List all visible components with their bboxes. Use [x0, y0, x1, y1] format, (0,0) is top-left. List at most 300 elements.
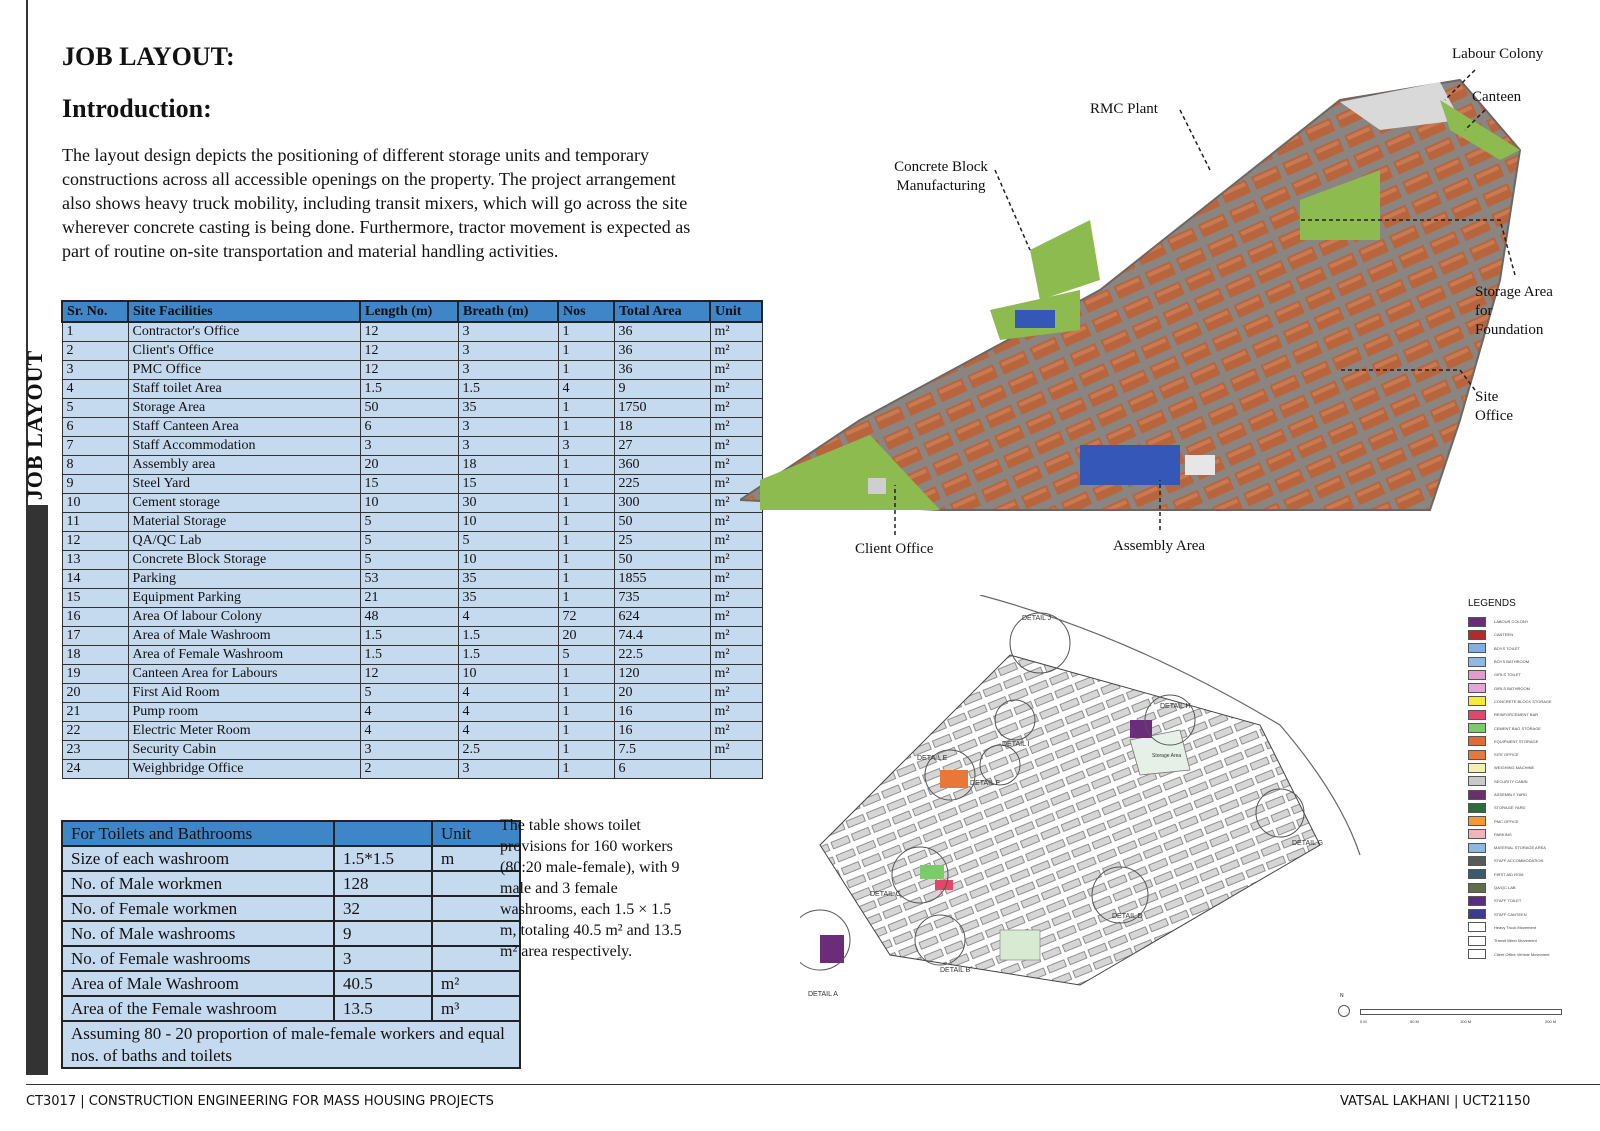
table-cell: 1.5 [360, 646, 458, 665]
legend-item [1468, 695, 1588, 708]
table-cell: 1 [558, 532, 614, 551]
table-cell: 1 [558, 703, 614, 722]
table-cell: 735 [614, 589, 710, 608]
table-cell: 3 [360, 741, 458, 760]
table-row [62, 846, 520, 871]
table-cell: 74.4 [614, 627, 710, 646]
table-cell: 1 [558, 760, 614, 779]
facilities-header-cell: Sr. No. [62, 301, 128, 322]
table-cell: Security Cabin [128, 741, 360, 760]
table-cell: 12 [360, 665, 458, 684]
table-row [62, 418, 762, 437]
legend-item [1468, 748, 1588, 761]
table-row [62, 437, 762, 456]
detail-label: DETAIL D [1112, 913, 1143, 920]
table-cell: 19 [62, 665, 128, 684]
legend-swatch [1468, 856, 1486, 866]
legend-label: STAFF ACCOMMODATION [1494, 858, 1544, 864]
table-cell: 22.5 [614, 646, 710, 665]
table-cell [710, 760, 762, 779]
table-cell: 360 [614, 456, 710, 475]
legend-swatch [1468, 790, 1486, 800]
table-cell: 50 [614, 513, 710, 532]
table-cell: m² [710, 665, 762, 684]
table-cell: 17 [62, 627, 128, 646]
legend-label: FIRST AID ROM [1494, 871, 1524, 877]
label-assembly-area: Assembly Area [1113, 538, 1206, 554]
table-cell: 24 [62, 760, 128, 779]
legend-swatch [1468, 949, 1486, 959]
table-cell: 6 [360, 418, 458, 437]
table-cell: 10 [360, 494, 458, 513]
table-cell: 1 [558, 456, 614, 475]
table-cell: 2 [360, 760, 458, 779]
table-cell: 1 [558, 551, 614, 570]
table-row [62, 760, 762, 779]
table-cell: 9 [614, 380, 710, 399]
table-row [62, 646, 762, 665]
toilets-table [61, 820, 521, 1069]
table-row [62, 342, 762, 361]
table-row [62, 722, 762, 741]
table-cell: 50 [614, 551, 710, 570]
table-cell: 1 [62, 322, 128, 342]
table-cell: 10 [458, 551, 558, 570]
table-cell: m² [710, 551, 762, 570]
table-cell: m² [710, 532, 762, 551]
table-cell: 1 [558, 418, 614, 437]
table-cell: 1 [558, 684, 614, 703]
table-cell: 15 [458, 475, 558, 494]
table-cell: 4 [62, 380, 128, 399]
legend-item [1468, 628, 1588, 641]
label-client-office: Client Office [855, 541, 934, 557]
table-cell: 23 [62, 741, 128, 760]
side-label-text: JOB LAYOUT [22, 349, 47, 501]
table-cell: 53 [360, 570, 458, 589]
table-cell: Material Storage [128, 513, 360, 532]
table-cell: 48 [360, 608, 458, 627]
table-cell: Steel Yard [128, 475, 360, 494]
detail-label: DETAIL C [870, 891, 901, 898]
table-cell: 12 [360, 361, 458, 380]
table-cell: 10 [62, 494, 128, 513]
legend-swatch [1468, 909, 1486, 919]
table-cell: 1 [558, 570, 614, 589]
table-cell: 3 [360, 437, 458, 456]
table-cell: m² [710, 418, 762, 437]
detail-label: DETAIL I [1002, 741, 1030, 748]
detail-label: DETAIL G [1292, 840, 1324, 847]
facilities-header-cell: Nos [558, 301, 614, 322]
table-cell: m² [710, 513, 762, 532]
table-cell: 1 [558, 475, 614, 494]
table-cell: Area of Female Washroom [128, 646, 360, 665]
legend-swatch [1468, 776, 1486, 786]
legend-swatch [1468, 803, 1486, 813]
table-cell: Size of each washroom [62, 846, 334, 871]
toilets-header-cell [334, 821, 432, 846]
table-cell: 1 [558, 322, 614, 342]
table-cell: 1 [558, 741, 614, 760]
table-cell: 128 [334, 871, 432, 896]
toilets-header-cell: For Toilets and Bathrooms [62, 821, 334, 846]
table-row [62, 551, 762, 570]
table-row [62, 921, 520, 946]
table-cell: Area of Male Washroom [128, 627, 360, 646]
table-row [62, 322, 762, 342]
table-cell: 35 [458, 589, 558, 608]
legend-item [1468, 934, 1588, 947]
legend-swatch [1468, 883, 1486, 893]
table-cell: m [432, 846, 520, 871]
toilets-assumption-note: Assuming 80 - 20 proportion of male-female workers and equal nos. of baths and toilets [62, 1021, 520, 1068]
legend-item [1468, 775, 1588, 788]
table-cell: QA/QC Lab [128, 532, 360, 551]
table-cell: 27 [614, 437, 710, 456]
legend-swatch [1468, 829, 1486, 839]
table-cell: 12 [62, 532, 128, 551]
table-cell: No. of Male workmen [62, 871, 334, 896]
table-cell: 35 [458, 570, 558, 589]
table-cell: Area Of labour Colony [128, 608, 360, 627]
legend-item [1468, 735, 1588, 748]
table-cell: m² [710, 608, 762, 627]
table-cell: 40.5 [334, 971, 432, 996]
legend-label: BOYS BATHROOM [1494, 659, 1530, 665]
table-cell: 5 [360, 532, 458, 551]
legend-label: CEMENT BAG STORAGE [1494, 725, 1541, 731]
table-cell: 72 [558, 608, 614, 627]
detail-label: DETAIL J [1022, 615, 1052, 622]
legend-label: SITE OFFICE [1494, 752, 1519, 758]
legend-swatch [1468, 683, 1486, 693]
table-cell: 10 [458, 665, 558, 684]
table-cell: 36 [614, 342, 710, 361]
table-cell: 20 [558, 627, 614, 646]
table-cell: 9 [334, 921, 432, 946]
legend-swatch [1468, 816, 1486, 826]
legend-item [1468, 868, 1588, 881]
table-cell: 3 [62, 361, 128, 380]
scale-label: 100 M [1460, 1019, 1472, 1024]
table-row [62, 684, 762, 703]
table-cell: 1.5*1.5 [334, 846, 432, 871]
legend-title: LEGENDS [1468, 598, 1516, 609]
table-cell: 4 [558, 380, 614, 399]
legend-label: REINFORCEMENT BAR [1494, 712, 1539, 718]
storage-area-label: Storage Area [1152, 753, 1182, 759]
table-cell: 3 [458, 760, 558, 779]
table-cell: Concrete Block Storage [128, 551, 360, 570]
table-cell: m² [710, 722, 762, 741]
facilities-table [61, 300, 763, 779]
facilities-header-cell: Total Area [614, 301, 710, 322]
table-cell: 5 [360, 513, 458, 532]
table-cell: Parking [128, 570, 360, 589]
scale-label: 200 M [1545, 1019, 1557, 1024]
legend-swatch [1468, 736, 1486, 746]
table-cell: 1 [558, 361, 614, 380]
table-cell: 25 [614, 532, 710, 551]
table-cell: 3 [558, 437, 614, 456]
legend-item [1468, 668, 1588, 681]
legend-item [1468, 642, 1588, 655]
label-concrete-block: Concrete Block Manufacturing [894, 159, 988, 194]
table-row [62, 361, 762, 380]
table-cell: m² [432, 971, 520, 996]
table-cell: 4 [458, 684, 558, 703]
legend-label: STAFF TOILET [1494, 898, 1522, 904]
table-cell: 1 [558, 722, 614, 741]
table-cell: Assembly area [128, 456, 360, 475]
table-cell: Area of Male Washroom [62, 971, 334, 996]
table-cell: 1.5 [458, 646, 558, 665]
legend-label: Transit Mixer Movement [1494, 938, 1537, 944]
legend-item [1468, 841, 1588, 854]
table-cell: Electric Meter Room [128, 722, 360, 741]
table-cell: 16 [62, 608, 128, 627]
intro-paragraph: The layout design depicts the positioning of different storage units and temporary constructions across all accessible openings on the property. The project arrangement also shows heavy truck mobility, including transit mixers, which will go across the site wherever concrete casting is being done. Furthermore, tractor movement is expected as part of routine on-site transportation and material handling activities. [62, 145, 691, 261]
legend-swatch [1468, 710, 1486, 720]
legend-item [1468, 921, 1588, 934]
label-leaders [740, 40, 1600, 580]
table-cell: m² [710, 322, 762, 342]
table-cell: 4 [458, 703, 558, 722]
table-cell: 20 [360, 456, 458, 475]
table-row [62, 513, 762, 532]
north-arrow [1338, 1005, 1350, 1017]
table-cell: 21 [360, 589, 458, 608]
table-cell: m² [710, 399, 762, 418]
legend-label: LABOUR COLONY [1494, 619, 1529, 625]
scale-label: 50 M [1410, 1019, 1419, 1024]
table-row [62, 665, 762, 684]
table-cell: 7 [62, 437, 128, 456]
table-cell: 2.5 [458, 741, 558, 760]
table-cell: First Aid Room [128, 684, 360, 703]
table-cell: m² [710, 437, 762, 456]
table-cell: 1.5 [360, 627, 458, 646]
legend-item [1468, 854, 1588, 867]
table-row [62, 741, 762, 760]
table-row [62, 475, 762, 494]
legend-item [1468, 801, 1588, 814]
table-cell: m² [710, 494, 762, 513]
section-heading: Introduction: [62, 94, 212, 123]
legend-label: Heavy Truck Movement [1494, 924, 1537, 930]
side-bar-bottom [26, 505, 48, 1075]
table-cell: Client's Office [128, 342, 360, 361]
site-3d-view [740, 40, 1600, 580]
facilities-header-row [62, 301, 762, 322]
legend-label: EQUIPMENT STORAGE [1494, 738, 1539, 744]
table-cell: Contractor's Office [128, 322, 360, 342]
table-cell: 32 [334, 896, 432, 921]
table-cell: m² [710, 703, 762, 722]
table-cell: 7.5 [614, 741, 710, 760]
table-cell: 21 [62, 703, 128, 722]
table-cell: 1 [558, 589, 614, 608]
table-row [62, 627, 762, 646]
table-cell: 4 [458, 608, 558, 627]
detail-label: DETAIL B [940, 967, 971, 974]
facilities-header-cell: Site Facilities [128, 301, 360, 322]
legend-item [1468, 894, 1588, 907]
table-cell: 12 [360, 322, 458, 342]
table-cell: 1 [558, 494, 614, 513]
table-cell: 20 [614, 684, 710, 703]
table-cell: 300 [614, 494, 710, 513]
legend-swatch [1468, 896, 1486, 906]
legend-label: GIRLS TOILET [1494, 672, 1521, 678]
table-cell: 1750 [614, 399, 710, 418]
legend-swatch [1468, 936, 1486, 946]
footer-author: VATSAL LAKHANI | UCT21150 [1340, 1094, 1531, 1109]
table-cell: 6 [614, 760, 710, 779]
legend-item [1468, 708, 1588, 721]
table-cell: 13 [62, 551, 128, 570]
table-cell: Area of the Female washroom [62, 996, 334, 1021]
table-cell: 36 [614, 322, 710, 342]
table-cell: 5 [360, 551, 458, 570]
label-labour-colony: Labour Colony [1452, 46, 1544, 62]
table-cell: 2 [62, 342, 128, 361]
table-cell: 35 [458, 399, 558, 418]
table-cell: 3 [458, 418, 558, 437]
north-label: N [1340, 993, 1344, 999]
table-cell: 36 [614, 361, 710, 380]
table-cell: 5 [558, 646, 614, 665]
table-cell: m² [710, 380, 762, 399]
table-cell: 13.5 [334, 996, 432, 1021]
table-cell: 14 [62, 570, 128, 589]
table-row [62, 946, 520, 971]
label-rmc-plant: RMC Plant [1090, 101, 1158, 117]
table-cell: Staff Accommodation [128, 437, 360, 456]
legend-swatch [1468, 922, 1486, 932]
table-cell: 8 [62, 456, 128, 475]
legend-item [1468, 681, 1588, 694]
legend-label: Client Office Vehicle Movement [1494, 951, 1550, 957]
legend-swatch [1468, 750, 1486, 760]
table-cell: m² [710, 361, 762, 380]
label-storage-foundation: Storage Area for Foundation [1475, 284, 1553, 338]
legend-item [1468, 655, 1588, 668]
table-row [62, 896, 520, 921]
table-cell: 15 [62, 589, 128, 608]
table-cell: 1855 [614, 570, 710, 589]
table-cell: 4 [458, 722, 558, 741]
table-cell: 18 [62, 646, 128, 665]
toilets-header-row [62, 821, 520, 846]
page-title: JOB LAYOUT: [62, 42, 235, 71]
table-cell: Weighbridge Office [128, 760, 360, 779]
table-cell: m² [710, 342, 762, 361]
table-cell: m² [710, 741, 762, 760]
legend [1468, 598, 1588, 961]
table-cell: 9 [62, 475, 128, 494]
table-row [62, 380, 762, 399]
legend-label: STAFF CANTEEN [1494, 911, 1527, 917]
label-site-office: Site Office [1475, 389, 1514, 424]
table-row [62, 1021, 520, 1068]
table-cell: 20 [62, 684, 128, 703]
legend-swatch [1468, 670, 1486, 680]
table-cell: Equipment Parking [128, 589, 360, 608]
table-cell: 15 [360, 475, 458, 494]
table-cell: Canteen Area for Labours [128, 665, 360, 684]
table-cell: m² [710, 570, 762, 589]
legend-swatch [1468, 763, 1486, 773]
legend-label: QA/QC LAB [1494, 885, 1516, 891]
table-cell: 1 [558, 665, 614, 684]
table-row [62, 871, 520, 896]
table-cell: 3 [334, 946, 432, 971]
table-cell: 16 [614, 722, 710, 741]
table-cell: 5 [360, 684, 458, 703]
table-cell: m³ [432, 996, 520, 1021]
side-bar [26, 0, 48, 1075]
table-row [62, 703, 762, 722]
table-cell: m² [710, 475, 762, 494]
legend-item [1468, 761, 1588, 774]
table-cell: 4 [360, 722, 458, 741]
table-cell: Staff toilet Area [128, 380, 360, 399]
table-cell: 120 [614, 665, 710, 684]
table-cell: m² [710, 456, 762, 475]
legend-swatch [1468, 696, 1486, 706]
table-cell: 1 [558, 513, 614, 532]
footer-divider [26, 1084, 1600, 1085]
toilets-header-cell: Unit [432, 821, 520, 846]
table-cell: 6 [62, 418, 128, 437]
legend-swatch [1468, 723, 1486, 733]
legend-label: WEIGHING MACHINE [1494, 765, 1535, 771]
table-row [62, 589, 762, 608]
legend-label: MATERIAL STORAGE AREA [1494, 845, 1546, 851]
table-cell: 1 [558, 342, 614, 361]
table-cell: No. of Female workmen [62, 896, 334, 921]
table-cell: 30 [458, 494, 558, 513]
toilets-note: The table shows toilet provisions for 160 workers (80:20 male-female), with 9 male and 3 female washrooms, each 1.5 × 1.5 m, totaling 40.5 m² and 13.5 m² area respectively. [500, 817, 682, 960]
table-cell: 3 [458, 437, 558, 456]
site-2d-illustration [800, 595, 1460, 1045]
table-cell: 5 [458, 532, 558, 551]
table-cell: 4 [360, 703, 458, 722]
table-cell: 3 [458, 342, 558, 361]
scale-label: 0 M [1360, 1019, 1367, 1024]
legend-label: ASSEMBLY YARD [1494, 792, 1528, 797]
legend-label: PARKING [1494, 831, 1512, 837]
legend-item [1468, 814, 1588, 827]
table-cell: PMC Office [128, 361, 360, 380]
table-cell: 624 [614, 608, 710, 627]
legend-swatch [1468, 843, 1486, 853]
detail-label: DETAIL A [808, 991, 838, 998]
table-cell: Cement storage [128, 494, 360, 513]
legend-item [1468, 947, 1588, 960]
table-cell: 11 [62, 513, 128, 532]
legend-label: SECURITY CABIN [1494, 778, 1528, 784]
table-cell: Storage Area [128, 399, 360, 418]
legend-label: CANTEEN [1494, 632, 1514, 638]
table-cell: 3 [458, 322, 558, 342]
table-cell: 1.5 [458, 380, 558, 399]
table-cell: m² [710, 589, 762, 608]
table-cell: 10 [458, 513, 558, 532]
legend-swatch [1468, 869, 1486, 879]
